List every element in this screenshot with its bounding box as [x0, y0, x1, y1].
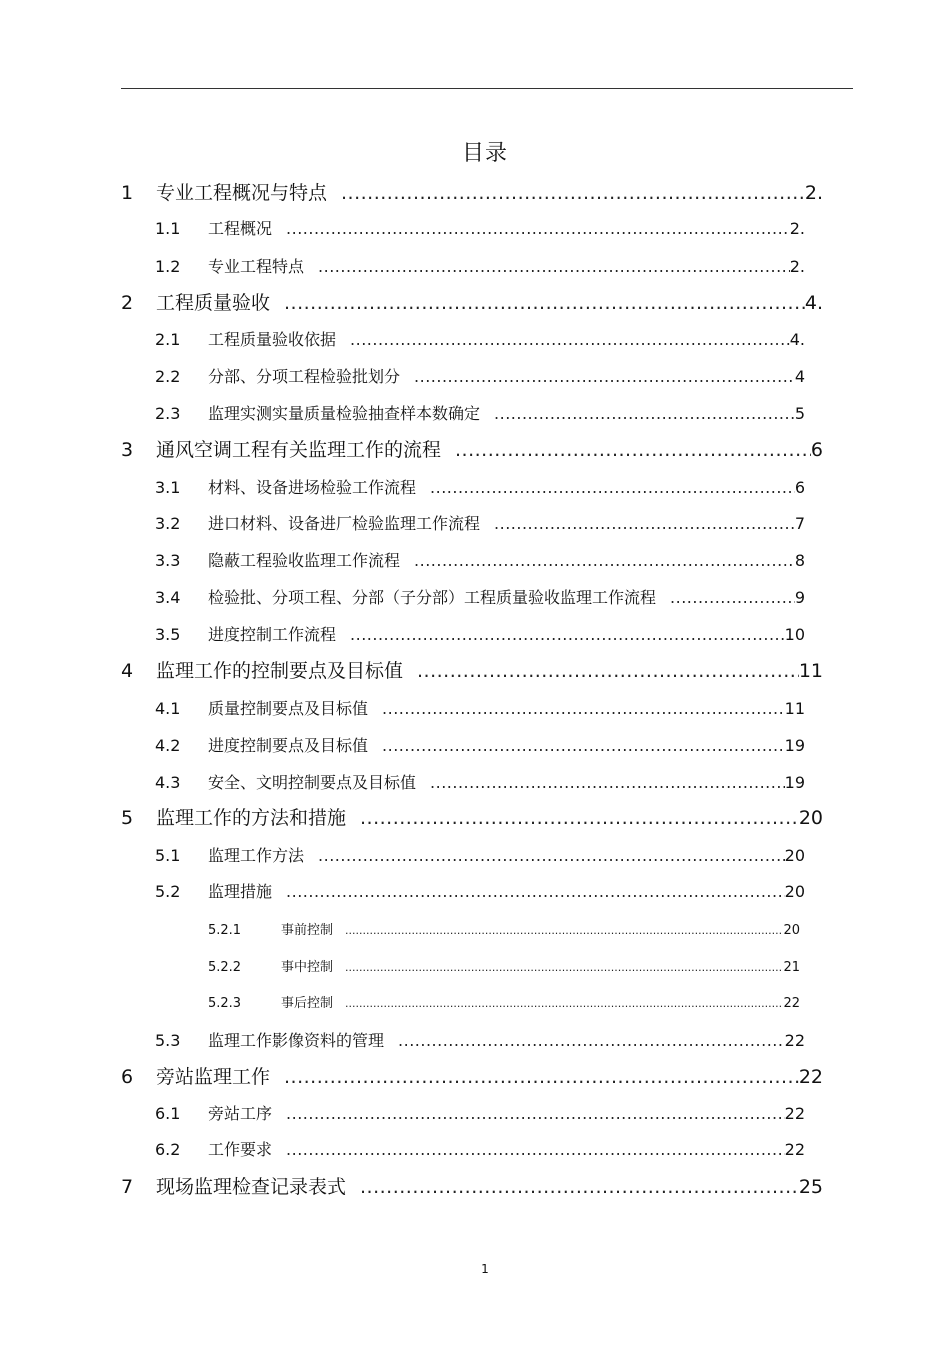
toc-entry-text: 事中控制	[281, 960, 334, 975]
toc-entry-number: 5.2.1	[208, 923, 242, 938]
leader-dots	[286, 1104, 785, 1123]
toc-entry-5[interactable]	[121, 803, 823, 833]
leader-dots	[494, 514, 795, 533]
toc-entry-text: 旁站监理工作	[156, 1066, 271, 1088]
leader-dots	[382, 699, 785, 718]
toc-entry-number: 2.2	[155, 367, 181, 386]
toc-entry-text: 监理工作方法	[208, 846, 305, 865]
toc-entry-number: 2.1	[155, 330, 181, 349]
toc-entry-text: 质量控制要点及目标值	[208, 699, 369, 718]
toc-entry-text: 工程质量验收依据	[208, 330, 337, 349]
toc-entry-number: 1	[121, 182, 134, 204]
leader-dots	[455, 439, 811, 461]
toc-entry-4-1[interactable]	[155, 696, 805, 722]
toc-entry-3[interactable]	[121, 435, 823, 465]
toc-entry-5-2-3[interactable]	[208, 992, 800, 1014]
toc-entry-4-2[interactable]	[155, 733, 805, 759]
toc-entry-page: 4.	[804, 292, 823, 314]
toc-entry-2-2[interactable]	[155, 364, 805, 390]
leader-dots	[341, 182, 805, 204]
toc-entry-number: 3.4	[155, 588, 181, 607]
toc-entry-text: 材料、设备进场检验工作流程	[208, 478, 417, 497]
toc-entry-page: 22	[784, 1104, 805, 1123]
toc-entry-text: 监理工作影像资料的管理	[208, 1031, 385, 1050]
leader-dots	[284, 1066, 799, 1088]
toc-entry-1-2[interactable]	[155, 254, 805, 280]
toc-entry-number: 5.2.3	[208, 996, 242, 1011]
toc-entry-text: 安全、文明控制要点及目标值	[208, 773, 417, 792]
toc-title: 目录	[461, 141, 508, 166]
toc-entry-4[interactable]	[121, 656, 823, 686]
toc-entry-page: 22	[798, 1066, 823, 1088]
leader-dots	[382, 736, 785, 755]
toc-entry-page: 20	[798, 807, 823, 829]
toc-entry-text: 工作要求	[208, 1140, 273, 1159]
toc-entry-number: 7	[121, 1176, 134, 1198]
toc-entry-number: 2	[121, 292, 134, 314]
toc-entry-1[interactable]	[121, 178, 823, 208]
toc-entry-page: 11	[784, 699, 805, 718]
leader-dots	[286, 882, 785, 901]
leader-dots	[345, 924, 783, 937]
toc-entry-3-1[interactable]	[155, 475, 805, 501]
page-number: 1	[481, 1262, 489, 1276]
toc-entry-page: 6	[810, 439, 823, 461]
leader-dots	[345, 961, 783, 974]
toc-entry-page: 21	[783, 960, 800, 975]
leader-dots	[318, 257, 790, 276]
toc-entry-page: 20	[783, 923, 800, 938]
toc-entry-5-2[interactable]	[155, 879, 805, 905]
toc-entry-6-1[interactable]	[155, 1101, 805, 1127]
toc-entry-text: 旁站工序	[208, 1104, 273, 1123]
leader-dots	[414, 367, 795, 386]
toc-entry-text: 进口材料、设备进厂检验监理工作流程	[208, 514, 481, 533]
toc-entry-number: 6	[121, 1066, 134, 1088]
toc-entry-text: 分部、分项工程检验批划分	[208, 367, 401, 386]
toc-entry-number: 4.3	[155, 773, 181, 792]
toc-entry-number: 3.2	[155, 514, 181, 533]
toc-entry-page: 7	[794, 514, 805, 533]
toc-entry-page: 5	[794, 404, 805, 423]
toc-entry-text: 现场监理检查记录表式	[156, 1176, 347, 1198]
leader-dots	[398, 1031, 785, 1050]
leader-dots	[414, 551, 795, 570]
leader-dots	[318, 846, 785, 865]
toc-entry-number: 3.1	[155, 478, 181, 497]
toc-entry-text: 进度控制工作流程	[208, 625, 337, 644]
toc-entry-page: 11	[798, 660, 823, 682]
leader-dots	[284, 292, 805, 314]
leader-dots	[430, 478, 795, 497]
toc-entry-number: 2.3	[155, 404, 181, 423]
toc-entry-number: 3	[121, 439, 134, 461]
toc-entry-page: 19	[784, 736, 805, 755]
toc-entry-6-2[interactable]	[155, 1137, 805, 1163]
toc-entry-3-3[interactable]	[155, 548, 805, 574]
leader-dots	[350, 330, 790, 349]
toc-entry-number: 3.5	[155, 625, 181, 644]
toc-entry-number: 4.1	[155, 699, 181, 718]
toc-entry-text: 进度控制要点及目标值	[208, 736, 369, 755]
toc-entry-text: 监理工作的控制要点及目标值	[156, 660, 404, 682]
toc-entry-page: 2.	[789, 219, 805, 238]
toc-entry-text: 检验批、分项工程、分部（子分部）工程质量验收监理工作流程	[208, 588, 657, 607]
toc-entry-text: 工程概况	[208, 219, 273, 238]
toc-entry-number: 4.2	[155, 736, 181, 755]
toc-entry-7[interactable]	[121, 1172, 823, 1202]
leader-dots	[286, 219, 790, 238]
toc-entry-6[interactable]	[121, 1062, 823, 1092]
leader-dots	[417, 660, 799, 682]
toc-entry-page: 20	[784, 882, 805, 901]
toc-entry-2-3[interactable]	[155, 401, 805, 427]
toc-entry-text: 专业工程特点	[208, 257, 305, 276]
toc-entry-number: 5.3	[155, 1031, 181, 1050]
toc-entry-number: 5.2	[155, 882, 181, 901]
toc-entry-text: 事后控制	[281, 996, 334, 1011]
toc-entry-page: 4.	[789, 330, 805, 349]
toc-entry-page: 20	[784, 846, 805, 865]
toc-entry-3-5[interactable]	[155, 622, 805, 648]
toc-entry-number: 1.1	[155, 219, 181, 238]
toc-entry-page: 10	[784, 625, 805, 644]
toc-entry-5-2-1[interactable]	[208, 919, 800, 941]
toc-entry-page: 9	[794, 588, 805, 607]
leader-dots	[286, 1140, 785, 1159]
leader-dots	[360, 807, 799, 829]
toc-entry-page: 6	[794, 478, 805, 497]
toc-entry-page: 22	[783, 996, 800, 1011]
toc-entry-page: 8	[794, 551, 805, 570]
header-rule	[121, 88, 853, 89]
leader-dots	[345, 997, 783, 1010]
toc-entry-5-3[interactable]	[155, 1028, 805, 1054]
toc-entry-page: 2.	[789, 257, 805, 276]
toc-entry-text: 工程质量验收	[156, 292, 271, 314]
toc-entry-number: 1.2	[155, 257, 181, 276]
toc-entry-number: 3.3	[155, 551, 181, 570]
toc-entry-text: 通风空调工程有关监理工作的流程	[156, 439, 442, 461]
toc-entry-text: 专业工程概况与特点	[156, 182, 328, 204]
leader-dots	[494, 404, 795, 423]
toc-entry-3-2[interactable]	[155, 511, 805, 537]
toc-entry-text: 监理措施	[208, 882, 273, 901]
toc-entry-page: 22	[784, 1031, 805, 1050]
toc-entry-page: 25	[798, 1176, 823, 1198]
toc-entry-text: 事前控制	[281, 923, 334, 938]
toc-entry-5-1[interactable]	[155, 843, 805, 869]
toc-entry-page: 19	[784, 773, 805, 792]
toc-entry-3-4[interactable]	[155, 585, 805, 611]
leader-dots	[350, 625, 785, 644]
toc-entry-text: 监理实测实量质量检验抽查样本数确定	[208, 404, 481, 423]
toc-entry-number: 4	[121, 660, 134, 682]
toc-entry-number: 5	[121, 807, 134, 829]
toc-entry-number: 5.1	[155, 846, 181, 865]
leader-dots	[670, 588, 795, 607]
toc-entry-text: 隐蔽工程验收监理工作流程	[208, 551, 401, 570]
toc-entry-page: 2.	[804, 182, 823, 204]
leader-dots	[360, 1176, 799, 1198]
toc-entry-page: 22	[784, 1140, 805, 1159]
toc-entry-4-3[interactable]	[155, 770, 805, 796]
toc-entry-text: 监理工作的方法和措施	[156, 807, 347, 829]
toc-entry-5-2-2[interactable]	[208, 956, 800, 978]
toc-entry-number: 5.2.2	[208, 960, 242, 975]
toc-entry-number: 6.2	[155, 1140, 181, 1159]
toc-entry-2[interactable]	[121, 288, 823, 318]
leader-dots	[430, 773, 785, 792]
toc-entry-page: 4	[794, 367, 805, 386]
toc-entry-number: 6.1	[155, 1104, 181, 1123]
toc-entry-2-1[interactable]	[155, 327, 805, 353]
toc-entry-1-1[interactable]	[155, 216, 805, 242]
